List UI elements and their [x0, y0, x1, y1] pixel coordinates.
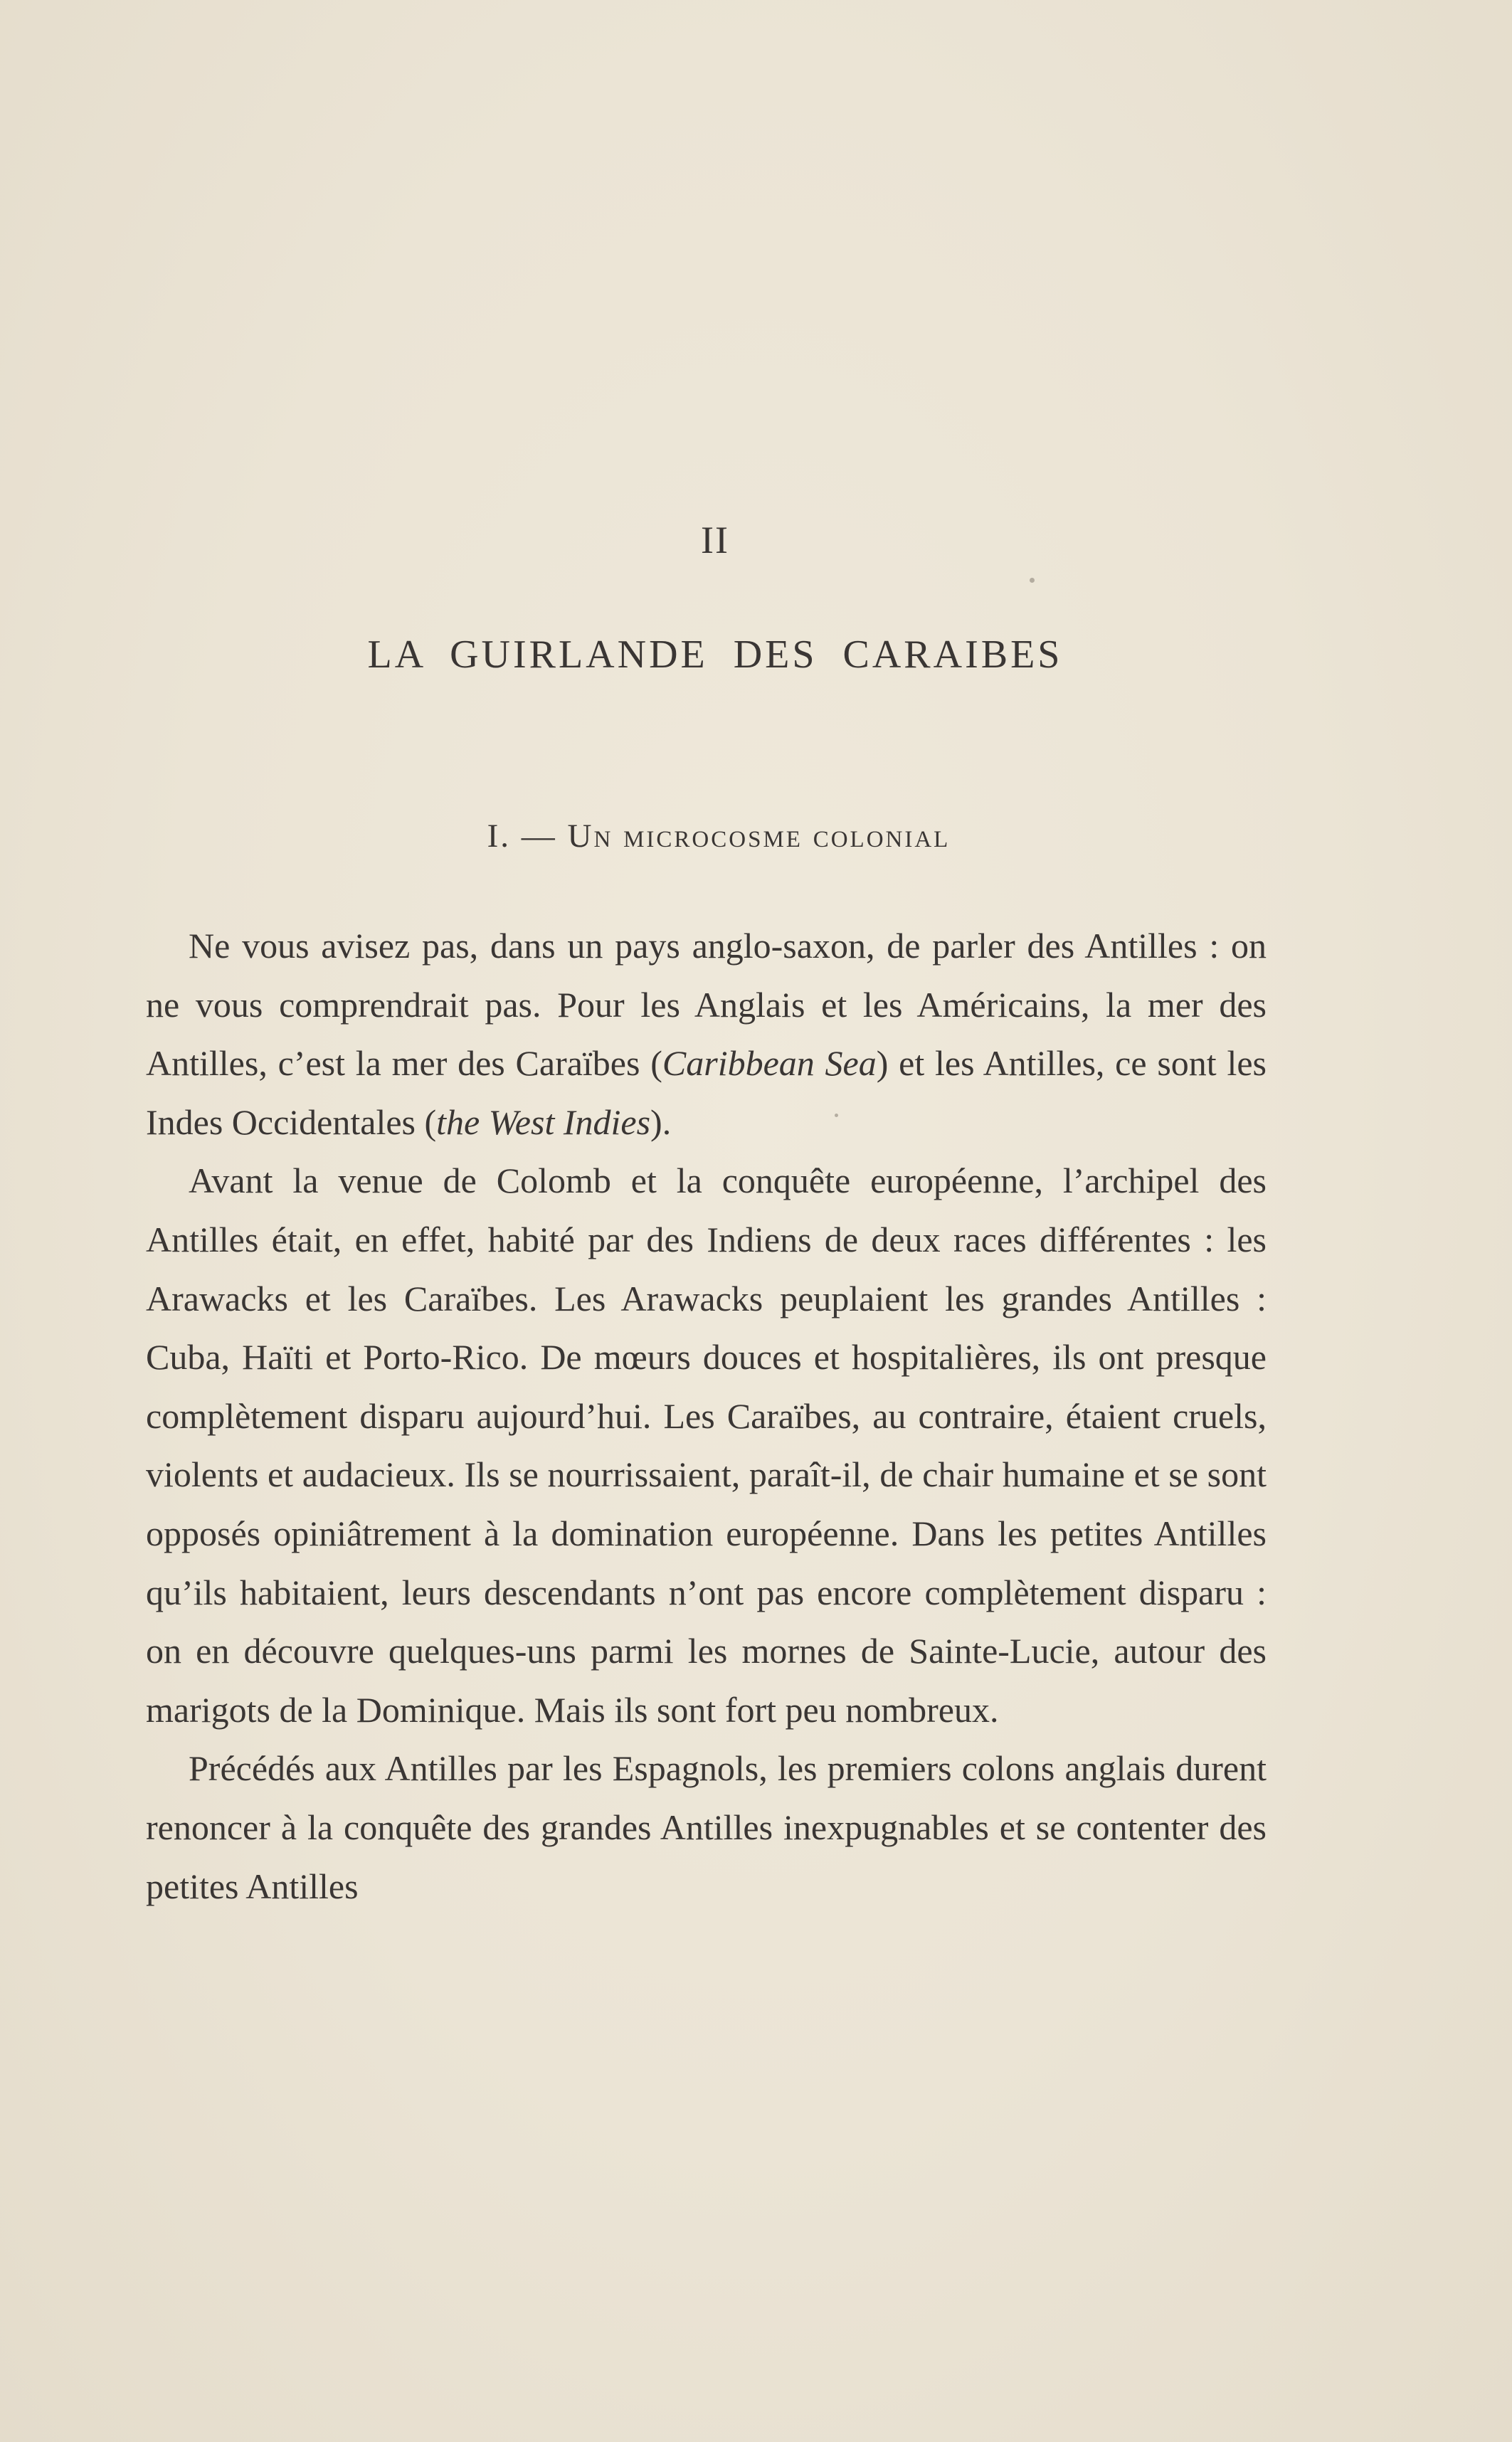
- paragraph-1-text-b: ) et les Antilles, ce sont les Indes Occidentales (: [146, 1043, 1267, 1142]
- paper-speck: [1030, 578, 1035, 583]
- paragraph-1-text-a: Ne vous avisez pas, dans un pays anglo-saxon, de parler des Antilles : on ne vous comprendrait pas. Pour les Anglais et les Américains, la mer des Antilles, c’est la mer des Caraïbes (: [146, 926, 1267, 1084]
- section-heading: [0, 817, 1437, 855]
- paragraph-1-text-c: ).: [650, 1101, 672, 1142]
- body-text: [146, 916, 1267, 1915]
- paragraph-3: Précédés aux Antilles par les Espagnols, les premiers colons anglais durent renoncer à la conquête des grandes Antilles inexpugnables et se contenter des petites Antilles: [146, 1748, 1267, 1906]
- section-title: Un microcosme colonial: [567, 818, 951, 855]
- paragraph-1-italic-a: Caribbean Sea: [662, 1043, 877, 1084]
- paragraph-2: Avant la venue de Colomb et la conquête européenne, l’archipel des Antilles était, en effet, habité par des Indiens de deux races différentes : les Arawacks et les Caraïbes. Les Arawacks peuplaient les grandes Antilles : Cuba, Haïti et Porto-Rico. De mœurs douces et hospitalières, ils ont presque complètement disparu aujourd’hui. Les Caraïbes, au contraire, étaient cruels, violents et audacieux. Ils se nourrissaient, paraît-il, de chair humaine et se sont opposés opiniâtrement à la domination européenne. Dans les petites Antilles qu’ils habitaient, leurs descendants n’ont pas encore complètement disparu : on en découvre quelques-uns parmi les mornes de Sainte-Lucie, autour des marigots de la Dominique. Mais ils sont fort peu nombreux.: [146, 1161, 1267, 1730]
- paragraph-1-italic-b: the West Indies: [436, 1101, 651, 1142]
- chapter-number: II: [701, 519, 729, 561]
- chapter-title: LA GUIRLANDE DES CARAIBES: [367, 633, 1063, 677]
- paragraph-1: [146, 916, 1267, 1151]
- paper-speck: [835, 1114, 838, 1117]
- section-number: I. —: [487, 818, 568, 855]
